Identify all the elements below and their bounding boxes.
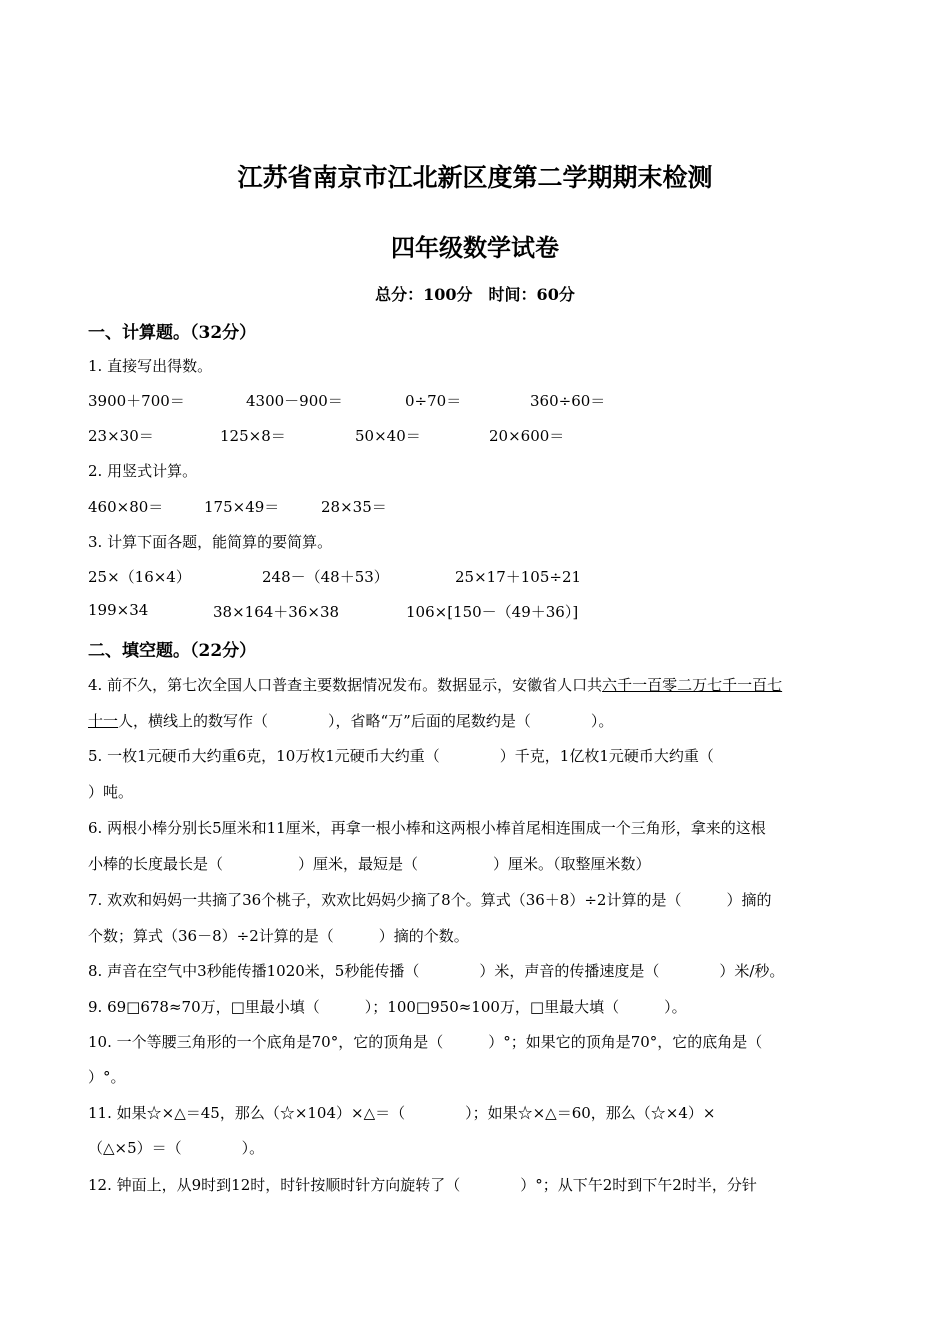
q12-line: 12. 钟面上，从9时到12时，时针按顺时针方向旋转了（ ）°；从下午2时到下午2时半，分针 [88, 1176, 757, 1194]
q10-line-2: ）°。 [88, 1068, 126, 1086]
q2-item: 460×80＝ [88, 498, 164, 516]
q9-line: 9. 69□678≈70万，□里最小填（ ）；100□950≈100万，□里最大填（ ）。 [88, 998, 687, 1016]
q3-label: 3. 计算下面各题，能简算的要简算。 [88, 533, 333, 551]
q3-item: 199×34 [88, 601, 149, 619]
page-subtitle: 四年级数学试卷 [391, 234, 559, 262]
q1-item: 125×8＝ [220, 427, 286, 445]
q6-line-1: 6. 两根小棒分别长5厘米和11厘米，再拿一根小棒和这两根小棒首尾相连围成一个三角形，拿来的这根 [88, 819, 766, 837]
q4-line-1 [88, 674, 782, 695]
page-title: 江苏省南京市江北新区度第二学期期末检测 [237, 163, 713, 192]
q5-line-2: ）吨。 [88, 783, 134, 801]
q4-text: 4. 前不久，第七次全国人口普查主要数据情况发布。数据显示，安徽省人口共 [88, 676, 603, 694]
q3-item: 248－（48＋53） [262, 568, 389, 586]
q1-item: 4300－900＝ [246, 392, 343, 410]
q1-label: 1. 直接写出得数。 [88, 357, 213, 375]
q7-line-1: 7. 欢欢和妈妈一共摘了36个桃子，欢欢比妈妈少摘了8个。算式（36＋8）÷2计算的是（ ）摘的 [88, 891, 772, 909]
q3-item: 25×17＋105÷21 [455, 568, 582, 586]
q7-line-2: 个数；算式（36－8）÷2计算的是（ ）摘的个数。 [88, 927, 469, 945]
q4-underlined-number-end: 十一 [88, 712, 119, 730]
q2-item: 175×49＝ [204, 498, 280, 516]
section-1-heading: 一、计算题。（32分） [88, 323, 257, 343]
q8-line: 8. 声音在空气中3秒能传播1020米，5秒能传播（ ）米，声音的传播速度是（ ）米/秒。 [88, 962, 785, 980]
q3-item: 38×164＋36×38 [213, 603, 340, 621]
q11-line-2: （△×5）＝（ ）。 [88, 1139, 265, 1157]
q2-item: 28×35＝ [321, 498, 387, 516]
q1-item: 360÷60＝ [530, 392, 606, 410]
q1-item: 23×30＝ [88, 427, 154, 445]
q4-line-2 [88, 710, 613, 731]
q1-item: 20×600＝ [489, 427, 565, 445]
q5-line-1: 5. 一枚1元硬币大约重6克，10万枚1元硬币大约重（ ）千克，1亿枚1元硬币大约重（ [88, 747, 714, 765]
q1-item: 0÷70＝ [405, 392, 462, 410]
q1-item: 50×40＝ [355, 427, 421, 445]
q4-text-cont: 人，横线上的数写作（ ），省略“万”后面的尾数约是（ ）。 [118, 712, 614, 730]
score-time-line: 总分：100分 时间：60分 [375, 285, 575, 304]
section-2-heading: 二、填空题。（22分） [88, 641, 257, 661]
q4-underlined-number: 六千一百零二万七千一百七 [602, 676, 783, 694]
q11-line-1: 11. 如果☆×△＝45，那么（☆×104）×△＝（ ）；如果☆×△＝60，那么（☆×4）× [88, 1104, 716, 1122]
q6-line-2: 小棒的长度最长是（ ）厘米，最短是（ ）厘米。（取整厘米数） [88, 855, 651, 873]
q3-item: 106×[150－（49＋36）] [406, 603, 579, 621]
q1-item: 3900＋700＝ [88, 392, 185, 410]
q2-label: 2. 用竖式计算。 [88, 462, 198, 480]
q3-item: 25×（16×4） [88, 568, 191, 586]
q10-line-1: 10. 一个等腰三角形的一个底角是70°，它的顶角是（ ）°；如果它的顶角是70°，它的底角是（ [88, 1033, 763, 1051]
